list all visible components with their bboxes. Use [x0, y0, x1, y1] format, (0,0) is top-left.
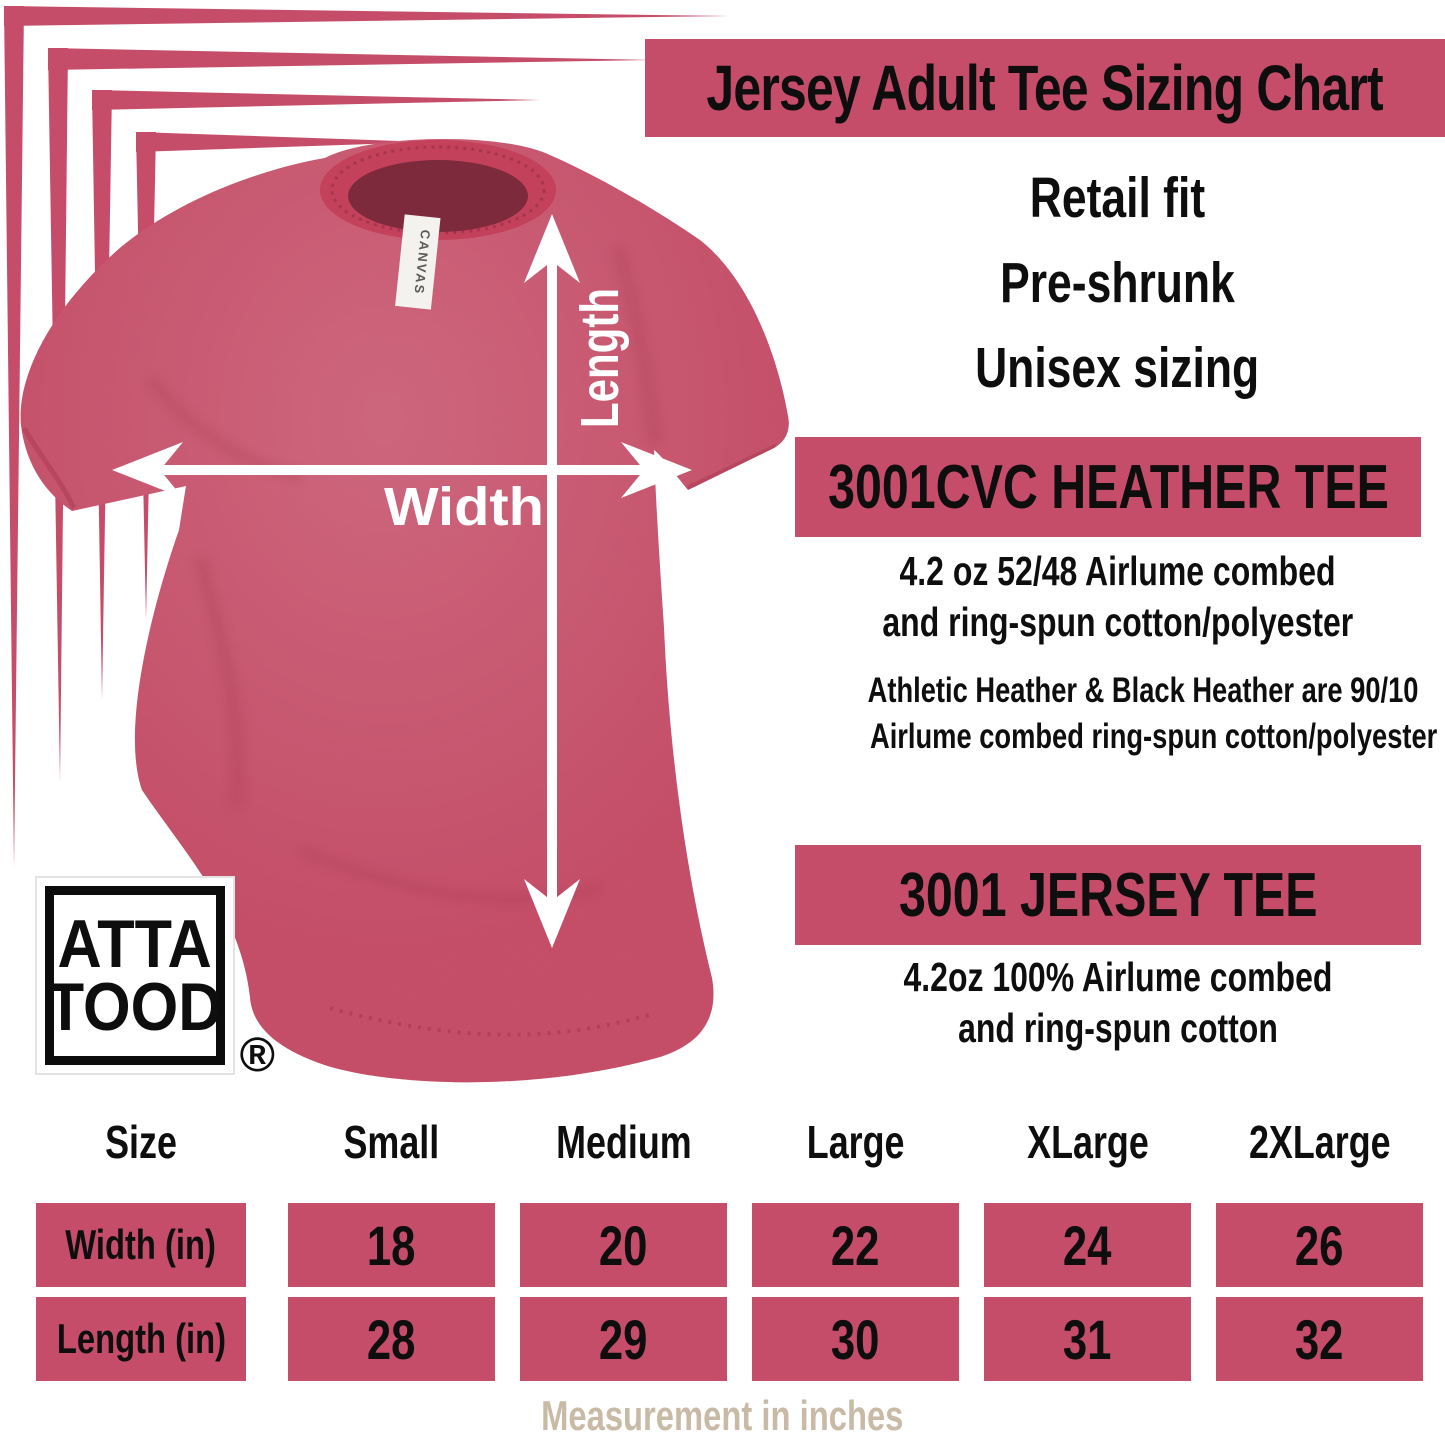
table-header-large: Large [806, 1116, 905, 1168]
feature-list [790, 156, 1445, 411]
feature-pre-shrunk: Pre-shrunk [1000, 251, 1235, 315]
table-cell-width-large: 22 [752, 1203, 959, 1287]
table-header-small: Small [343, 1116, 440, 1168]
measurement-footnote: Measurement in inches [541, 1392, 904, 1439]
heather-tee-banner [795, 437, 1421, 537]
table-header-medium: Medium [555, 1116, 692, 1168]
heather-tee-description [790, 546, 1445, 648]
heather-desc-line2: and ring-spun cotton/polyester [882, 599, 1353, 645]
length-label: Length [570, 248, 630, 428]
width-label: Width [384, 477, 544, 537]
brand-logo-box [45, 886, 225, 1065]
jersey-tee-description [790, 952, 1445, 1054]
page-title-banner [645, 39, 1445, 137]
jersey-tee-banner-text: 3001 JERSEY TEE [898, 860, 1318, 930]
table-cell-width-medium: 20 [520, 1203, 727, 1287]
table-header-xlarge: XLarge [1026, 1116, 1149, 1168]
brand-logo-line1: ATTA [57, 905, 213, 982]
table-cell-width-small: 18 [288, 1203, 495, 1287]
table-cell-length-xlarge: 31 [984, 1297, 1191, 1381]
heather-note-line2: Airlume combed ring-spun cotton/polyester [870, 717, 1438, 756]
heather-tee-banner-text: 3001CVC HEATHER TEE [827, 452, 1389, 522]
heather-desc-line1: 4.2 oz 52/48 Airlume combed [899, 548, 1336, 594]
table-header-size: Size [105, 1116, 177, 1168]
jersey-tee-banner [795, 845, 1421, 945]
table-cell-length-medium: 29 [520, 1297, 727, 1381]
table-cell-width-xlarge: 24 [984, 1203, 1191, 1287]
feature-unisex-sizing: Unisex sizing [975, 336, 1260, 400]
neck-tag-text: CANVAS [411, 228, 434, 297]
brand-logo [37, 878, 275, 1082]
jersey-desc-line1: 4.2oz 100% Airlume combed [903, 954, 1332, 1000]
feature-retail-fit: Retail fit [1029, 166, 1206, 230]
brand-logo-line2: TOOD [47, 968, 223, 1045]
registered-trademark-icon: ® [239, 1029, 275, 1082]
jersey-desc-line2: and ring-spun cotton [957, 1005, 1278, 1051]
table-row-label-length: Length (in) [36, 1297, 246, 1381]
table-cell-length-small: 28 [288, 1297, 495, 1381]
page-title: Jersey Adult Tee Sizing Chart [706, 52, 1384, 124]
table-row-label-width: Width (in) [36, 1203, 246, 1287]
heather-note-line1: Athletic Heather & Black Heather are 90/10 [867, 671, 1419, 710]
heather-tee-note [790, 668, 1445, 760]
table-header-2xlarge: 2XLarge [1248, 1116, 1391, 1168]
table-cell-length-2xlarge: 32 [1216, 1297, 1423, 1381]
table-cell-width-2xlarge: 26 [1216, 1203, 1423, 1287]
table-cell-length-large: 30 [752, 1297, 959, 1381]
